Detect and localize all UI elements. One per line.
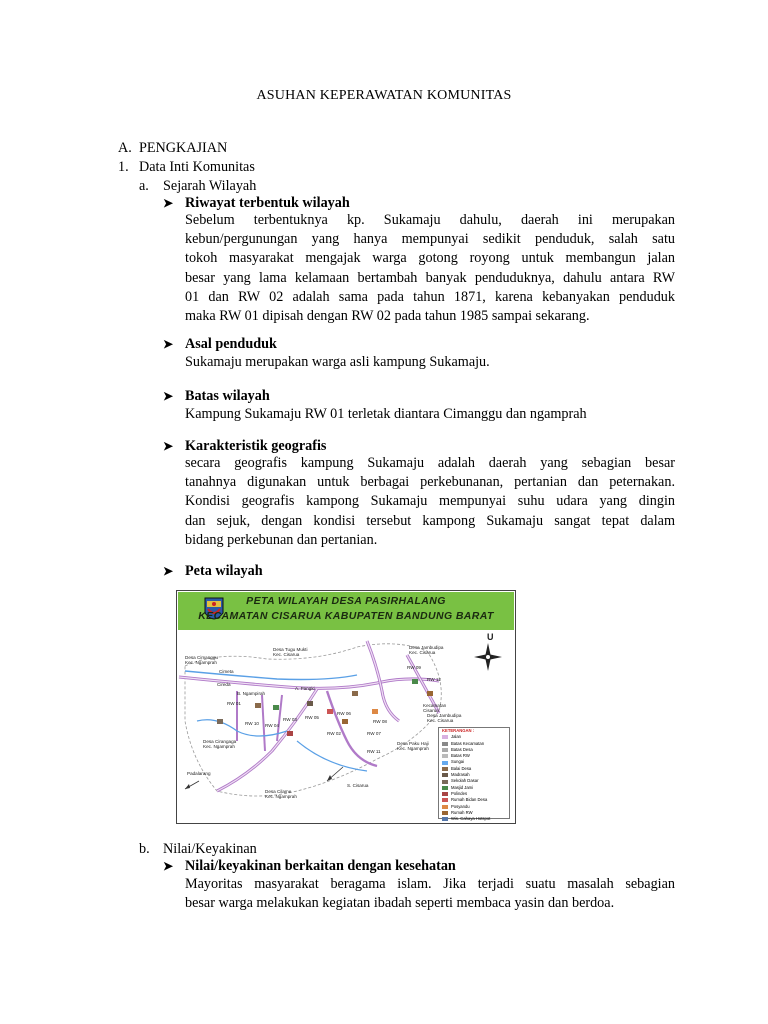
legend-swatch (442, 773, 448, 777)
karakteristik-heading (163, 437, 326, 455)
section-a-marker: A. (118, 140, 132, 156)
nilai-line: Mayoritas masyarakat beragama islam. Jika terjadi suatu masalah sebagian (185, 876, 675, 892)
label-rw11: RW 11 (367, 749, 381, 754)
karakteristik-line: Kondisi geografis kampong Sukamaju mempunyai suhu udara yang dingin (185, 493, 675, 510)
compass-north-label: U (487, 632, 494, 642)
map-legend (438, 727, 510, 822)
karakteristik-line: tanahnya digunakan untuk berbagai perkebunanan, pertanian dan peternakan. (185, 474, 675, 491)
label-cimanggu: Desa Cimanggu Kec. Ngamprah (185, 655, 218, 666)
asal-heading (163, 335, 277, 353)
nilai-line: besar warga melakukan kegiatan ibadah seperti membaca yasin dan berdoa. (185, 895, 615, 912)
label-cilame: Desa Cilame Kec. Ngamprah (265, 789, 297, 800)
legend-label: Posyandu (451, 803, 470, 809)
legend-label: Batas Kecamatan (451, 740, 485, 746)
river (185, 671, 357, 680)
legend-swatch (442, 811, 448, 815)
bullet-arrow-icon: ➤ (163, 564, 174, 578)
document-title: ASUHAN KEPERAWATAN KOMUNITAS (256, 88, 512, 103)
section-a-heading: PENGKAJIAN (139, 140, 228, 156)
label-rw12: RW 12 (427, 677, 441, 682)
label-jambudipa-top: Desa Jambudipa Kec. Cisarua (409, 645, 444, 656)
asal-text: Sukamaju merupakan warga asli kampung Sukamaju. (185, 354, 490, 370)
nilai-heading (163, 857, 456, 875)
label-padalarang: Padalarang (187, 771, 211, 776)
sub-a-heading: Sejarah Wilayah (163, 178, 257, 194)
sub-a-marker: a. (139, 178, 149, 194)
legend-label: Balai Desa (451, 765, 472, 771)
map-title-line-2: KECAMATAN CISARUA KABUPATEN BANDUNG BARAT (198, 610, 494, 622)
label-rw06: RW 06 (337, 711, 351, 716)
legend-swatch (442, 786, 448, 790)
nilai-paragraph (185, 875, 675, 913)
bullet-arrow-icon: ➤ (163, 389, 174, 403)
riwayat-line: 01 dan RW 02 adalah sama pada tahun 1871, karena kebanyakan penduduk (185, 288, 675, 305)
legend-label: Wis. Cahaya Hotspot (451, 816, 491, 822)
batas-heading-text: Batas wilayah (185, 388, 270, 404)
legend-label: Sekolah Dasar (451, 778, 479, 784)
peta-heading (163, 562, 263, 580)
label-jambudipa-right: Desa Jambudipa Kec. Cisarua (427, 713, 462, 724)
label-rw05: RW 05 (305, 715, 319, 720)
compass-icon (474, 643, 502, 671)
sub-b-heading: Nilai/Keyakinan (163, 841, 257, 857)
legend-swatch (442, 817, 448, 821)
karakteristik-line: secara geografis kampung Sukamaju adalah daerah yang sebagian besar (185, 455, 675, 471)
riwayat-line: tokoh masyarakat mengajak warga gotong royong untuk membangun jalan (185, 250, 675, 267)
label-rw03: RW 03 (283, 717, 297, 722)
legend-label: Jalan (451, 734, 462, 740)
legend-swatch (442, 780, 448, 784)
asal-heading-text: Asal penduduk (185, 336, 277, 352)
label-rw02: RW 02 (327, 731, 341, 736)
label-pangki: A. Pangki (295, 686, 315, 691)
legend-swatch (442, 798, 448, 802)
peta-heading-text: Peta wilayah (185, 563, 263, 579)
riwayat-paragraph (185, 211, 675, 326)
legend-label: Batas RW (451, 753, 470, 759)
label-cirangaga: Desa Cirangaga Kec. Ngamprah (203, 739, 237, 750)
legend-label: Batas Desa (451, 746, 473, 752)
legend-swatch (442, 748, 448, 752)
legend-swatch (442, 792, 448, 796)
karakteristik-line: bidang perkebunan dan pertanian. (185, 531, 378, 548)
label-ngampirah: B. Ngampirah (237, 691, 266, 696)
bullet-arrow-icon: ➤ (163, 196, 174, 210)
label-cimeta: Cimeta (219, 669, 234, 674)
bullet-arrow-icon: ➤ (163, 859, 174, 873)
karakteristik-paragraph (185, 454, 675, 550)
label-paku-haji: Desa Paku Haji Kec. Ngamprah (397, 741, 429, 752)
map-title-line-1: PETA WILAYAH DESA PASIRHALANG (246, 595, 446, 607)
legend-label: Masjid Jami (451, 784, 474, 790)
riwayat-line: maka RW 01 dipisah dengan RW 02 pada tahun 1985 sampai sekarang. (185, 308, 590, 325)
riwayat-line: Sebelum terbentuknya kp. Sukamaju dahulu, daerah ini merupakan (185, 212, 675, 228)
label-rw04: RW 04 (265, 723, 279, 728)
region-map (176, 590, 516, 824)
legend-swatch (442, 735, 448, 739)
legend-label: Rumah RW (451, 809, 473, 815)
batas-heading (163, 387, 270, 405)
legend-title: KETERANGAN : (442, 728, 475, 733)
riwayat-line: besar yang lama kelamaan bertambah banyak penduduknya, dahulu antara RW (185, 269, 675, 286)
legend-swatch (442, 767, 448, 771)
label-cireda: Cireda (217, 682, 231, 687)
label-rw09: RW 09 (407, 665, 421, 670)
label-cisarua-s: S. Cisarua (347, 783, 369, 788)
legend-label: Polindes (451, 790, 468, 796)
legend-swatch (442, 754, 448, 758)
label-rw10: RW 10 (245, 721, 259, 726)
legend-swatch (442, 761, 448, 765)
riwayat-heading (163, 194, 350, 212)
label-rw08: RW 08 (373, 719, 387, 724)
label-kecamatan: Kecamatan Cisarua (423, 703, 447, 714)
label-rw01: RW 01 (227, 701, 241, 706)
sub-b-marker: b. (139, 841, 150, 857)
bullet-arrow-icon: ➤ (163, 439, 174, 453)
label-rw07: RW 07 (367, 731, 381, 736)
legend-label: Madrasah (451, 772, 470, 778)
legend-label: Rumah Bidan Desa (451, 797, 488, 803)
riwayat-line: kebun/pergunungan yang hanya mempunyai sedikit penduduk, salah satu (185, 231, 675, 248)
legend-swatch (442, 805, 448, 809)
karakteristik-heading-text: Karakteristik geografis (185, 438, 327, 454)
bullet-arrow-icon: ➤ (163, 337, 174, 351)
legend-swatch (442, 742, 448, 746)
item-1-heading: Data Inti Komunitas (139, 159, 255, 175)
label-tugu-mukti: Desa Tugu Mukti Kec. Cisarua (273, 647, 308, 658)
karakteristik-line: dan sejuk, dengan kondisi tersebut kampong Sukamaju sangat tepat dalam (185, 512, 675, 529)
item-1-marker: 1. (118, 159, 129, 175)
batas-text: Kampung Sukamaju RW 01 terletak diantara Cimanggu dan ngamprah (185, 406, 587, 422)
riwayat-heading-text: Riwayat terbentuk wilayah (185, 195, 350, 211)
legend-item (439, 816, 509, 822)
legend-label: Sungai (451, 759, 465, 765)
nilai-heading-text: Nilai/keyakinan berkaitan dengan kesehatan (185, 858, 456, 874)
